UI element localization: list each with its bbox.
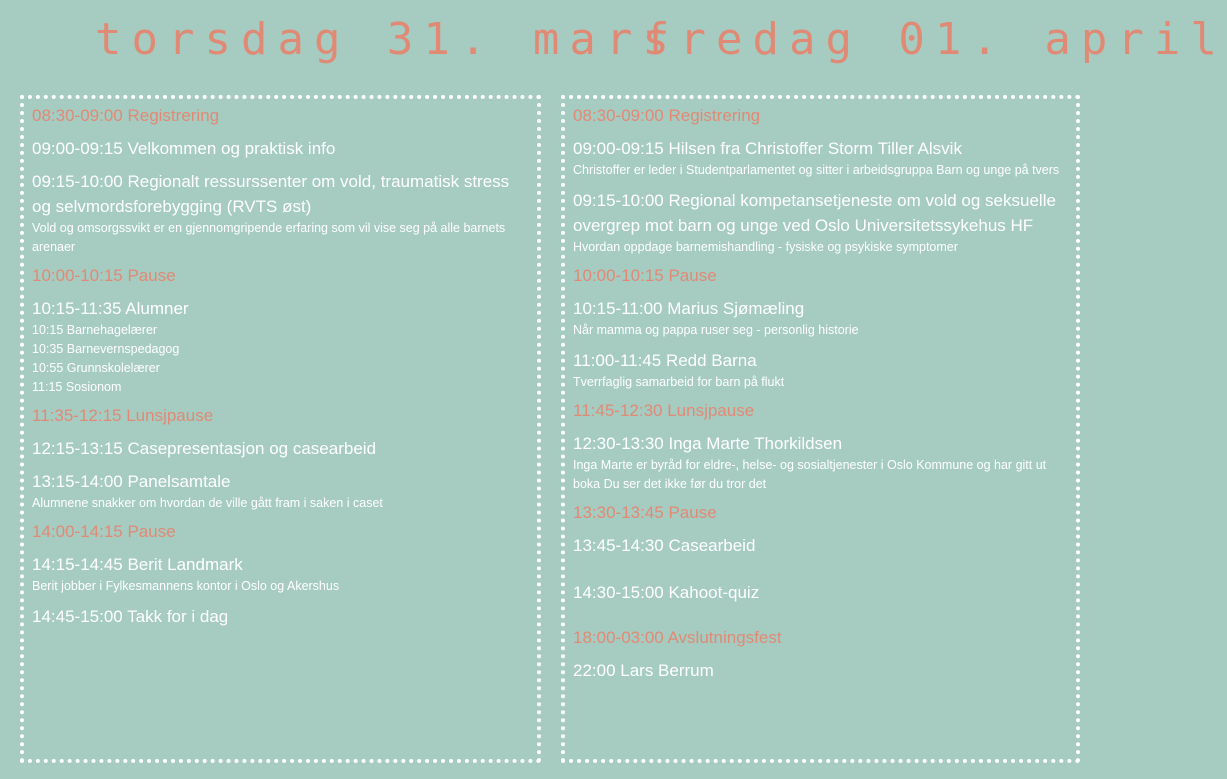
- schedule-item-title: 09:15-10:00 Regionalt ressurssenter om vold, traumatisk stress og selvmordsforebygging (RVTS øst): [32, 172, 510, 216]
- break-heading: 11:35-12:15 Lunsjpause: [32, 406, 214, 425]
- schedule-item: [573, 188, 1068, 257]
- schedule-item-detail: Vold og omsorgssvikt er en gjennomgripende erfaring som vil vise seg på alle barnets arenaer: [32, 221, 506, 254]
- schedule-item: [573, 136, 1068, 180]
- break-heading: 11:45-12:30 Lunsjpause: [573, 401, 755, 420]
- break-heading: 18:00-03:00 Avslutningsfest: [573, 628, 782, 647]
- break-heading: 08:30-09:00 Registrering: [573, 106, 761, 125]
- schedule-item: [573, 431, 1068, 494]
- schedule-item: [32, 436, 529, 461]
- break-heading: 10:00-10:15 Pause: [573, 266, 717, 285]
- schedule-item-title: 13:45-14:30 Casearbeid: [573, 536, 756, 555]
- thursday-title: torsdag 31. mars: [95, 14, 679, 65]
- schedule-item: [573, 296, 1068, 340]
- schedule-item: [32, 604, 529, 629]
- spacer: [573, 613, 1068, 627]
- schedule-item: [573, 658, 1068, 683]
- friday-schedule: [561, 95, 1080, 763]
- schedule-item-detail: Christoffer er leder i Studentparlamentet og sitter i arbeidsgruppa Barn og unge på tvers: [573, 163, 1060, 177]
- schedule-item: [32, 296, 529, 397]
- schedule-item-title: 10:15-11:00 Marius Sjømæling: [573, 299, 805, 318]
- schedule-item-detail: Hvordan oppdage barnemishandling - fysiske og psykiske symptomer: [573, 240, 958, 254]
- schedule-item: [32, 136, 529, 161]
- schedule-item-title: 09:15-10:00 Regional kompetansetjeneste om vold og seksuelle overgrep mot barn og unge ved Oslo Universitetssykehus HF: [573, 191, 1056, 235]
- schedule-item-title: 12:30-13:30 Inga Marte Thorkildsen: [573, 434, 843, 453]
- schedule-item-title: 14:45-15:00 Takk for i dag: [32, 607, 229, 626]
- schedule-item-title: 22:00 Lars Berrum: [573, 661, 714, 680]
- schedule-item-detail: Inga Marte er byråd for eldre-, helse- og sosialtjenester i Oslo Kommune og har gitt ut boka Du ser det ikke før du tror det: [573, 458, 1047, 491]
- schedule-item-detail: Berit jobber i Fylkesmannens kontor i Oslo og Akershus: [32, 579, 340, 593]
- schedule-item: [32, 169, 529, 257]
- break-heading: 08:30-09:00 Registrering: [32, 106, 220, 125]
- schedule-item-detail: Når mamma og pappa ruser seg - personlig historie: [573, 323, 859, 337]
- schedule-item-title: 11:00-11:45 Redd Barna: [573, 351, 757, 370]
- schedule-item: [32, 469, 529, 513]
- schedule-item-title: 14:30-15:00 Kahoot-quiz: [573, 583, 760, 602]
- schedule-item-title: 13:15-14:00 Panelsamtale: [32, 472, 231, 491]
- schedule-item: [32, 552, 529, 596]
- break-heading: 10:00-10:15 Pause: [32, 266, 176, 285]
- break-heading: 14:00-14:15 Pause: [32, 522, 176, 541]
- schedule-item-title: 14:15-14:45 Berit Landmark: [32, 555, 243, 574]
- schedule-item: [573, 348, 1068, 392]
- schedule-item-detail: Tverrfaglig samarbeid for barn på flukt: [573, 375, 785, 389]
- schedule-item-detail: 10:15 Barnehagelærer: [32, 323, 158, 337]
- schedule-item-detail: 10:35 Barnevernspedagog: [32, 342, 180, 356]
- schedule-item-title: 10:15-11:35 Alumner: [32, 299, 189, 318]
- schedule-item: [573, 580, 1068, 605]
- schedule-item-detail: 10:55 Grunnskolelærer: [32, 361, 160, 375]
- schedule-item-title: 12:15-13:15 Casepresentasjon og casearbeid: [32, 439, 377, 458]
- spacer: [573, 566, 1068, 580]
- schedule-item-title: 09:00-09:15 Velkommen og praktisk info: [32, 139, 336, 158]
- schedule-item-title: 09:00-09:15 Hilsen fra Christoffer Storm Tiller Alsvik: [573, 139, 962, 158]
- schedule-item-detail: 11:15 Sosionom: [32, 380, 122, 394]
- schedule-item-detail: Alumnene snakker om hvordan de ville gått fram i saken i caset: [32, 496, 383, 510]
- friday-title: fredag 01. april: [643, 14, 1227, 65]
- schedule-item: [573, 533, 1068, 558]
- break-heading: 13:30-13:45 Pause: [573, 503, 717, 522]
- thursday-schedule: [20, 95, 541, 763]
